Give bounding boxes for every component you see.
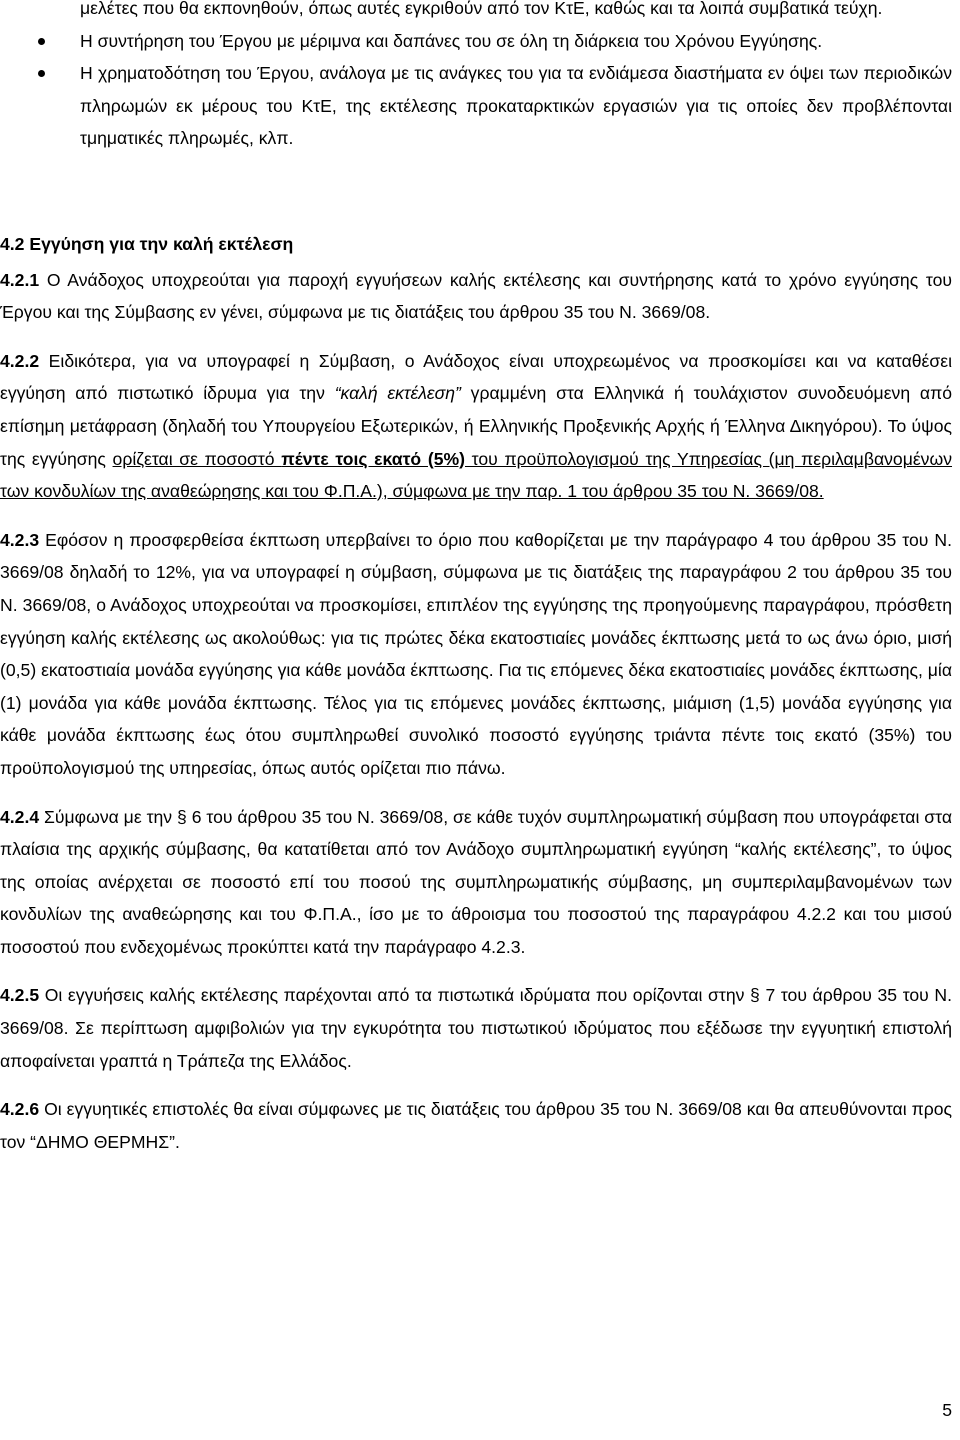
bullet-item-maintenance — [38, 25, 952, 58]
paragraph-4-2-2 — [0, 345, 952, 508]
section-sign: § — [177, 806, 187, 827]
section-heading: 4.2 Εγγύηση για την καλή εκτέλεση — [0, 234, 294, 254]
paragraph-4-2-6 — [0, 1093, 952, 1158]
paragraph-number: 4.2.1 — [0, 269, 40, 290]
paragraph-number: 4.2.6 — [0, 1099, 40, 1120]
bullet-text: Η συντήρηση του Έργου με μέριμνα και δαπάνες του σε όλη τη διάρκεια του Χρόνου Εγγύησης. — [80, 30, 823, 51]
paragraph-text: Εφόσον η προσφερθείσα έκπτωση υπερβαίνει το όριο που καθορίζεται με την παράγραφο 4 του άρθρου 35 του Ν. 3669/08 δηλαδή το 12%, για να υπογραφεί η σύμβαση, σύμφωνα με τις διατάξεις της παραγράφου 2 του άρθρου 35 του Ν. 3669/08, ο Ανάδοχος υποχρεούται να προσκομίσει, επιπλέον της εγγύησης της προηγούμενης παραγράφου, πρόσθετη εγγύηση καλής εκτέλεσης ως ακολούθως: για τις πρώτες δέκα εκατοστιαίες μονάδες έκπτωσης μετά το ως άνω όριο, μισή (0,5) εκατοστιαία μονάδα εγγύησης για κάθε μονάδα έκπτωσης. Για τις επόμενες δέκα εκατοστιαίες μονάδες έκπτωσης, μία (1) μονάδα για κάθε μονάδα έκπτωσης. Τέλος για τις επόμενες μονάδες έκπτωσης, μιάμιση (1,5) μονάδα εγγύησης για κάθε μονάδα έκπτωσης έως ότου συμπληρωθεί συνολικό ποσοστό εγγύησης τριάντα πέντε τοις εκατό (35%) του προϋπολογισμού της υπηρεσίας, όπως αυτός ορίζεται πιο πάνω. — [0, 529, 952, 778]
underlined-text: του προϋπολογισμού της Υπηρεσίας (μη περιλαμβανομένων των κονδυλίων της αναθεώρησης και του Φ.Π.Α.), σύμφωνα με την παρ. 1 του άρθρου 35 του Ν. 3669/08. — [0, 448, 953, 502]
bullet-dot-icon — [38, 70, 45, 77]
bullet-text: μελέτες που θα εκπονηθούν, όπως αυτές εγκριθούν από τον ΚτΕ, καθώς και τα λοιπά συμβατικά τεύχη. — [80, 0, 883, 18]
paragraph-number: 4.2.2 — [0, 350, 40, 371]
paragraph-4-2-4 — [0, 801, 952, 964]
section-4-2 — [0, 228, 952, 1174]
paragraph-4-2-1 — [0, 264, 952, 329]
bullet-item-continuation — [38, 0, 952, 25]
paragraph-text: Οι εγγυητικές επιστολές θα είναι σύμφωνες με τις διατάξεις του άρθρου 35 του Ν. 3669/08 και θα απευθύνονται προς τον “ΔΗΜΟ ΘΕΡΜΗΣ”. — [0, 1099, 952, 1152]
paragraph-text: 7 του άρθρου 35 του Ν. 3669/08. Σε περίπτωση αμφιβολιών για την εγκυρότητα του πιστωτικού ιδρύματος που εξέδωσε την εγγυητική επιστολή αποφαίνεται γραπτά η Τράπεζα της Ελλάδος. — [0, 985, 952, 1071]
page-number: 5 — [942, 1400, 952, 1420]
bullet-text: Η χρηματοδότηση του Έργου, ανάλογα με τις ανάγκες του για τα ενδιάμεσα διαστήματα εν όψει των περιοδικών πληρωμών εκ μέρους του ΚτΕ, της εκτέλεσης προκαταρκτικών εργασιών για τις οποίες δεν προβλέπονται τμηματικές πληρωμές, κλπ. — [80, 63, 952, 149]
paragraph-number: 4.2.3 — [0, 529, 40, 550]
paragraph-4-2-5 — [0, 979, 952, 1077]
section-sign: § — [750, 985, 760, 1006]
underlined-bold-text: πέντε τοις εκατό (5%) — [281, 448, 465, 469]
emphasis-text: “καλή εκτέλεση” — [334, 383, 461, 404]
paragraph-number: 4.2.4 — [0, 806, 40, 827]
paragraph-text: Ο Ανάδοχος υποχρεούται για παροχή εγγυήσεων καλής εκτέλεσης και συντήρησης κατά το χρόνο εγγύησης του Έργου και της Σύμβασης εν γένει, σύμφωνα με τις διατάξεις του άρθρου 35 του Ν. 3669/08. — [0, 269, 952, 323]
paragraph-text: Οι εγγυήσεις καλής εκτέλεσης παρέχονται από τα πιστωτικά ιδρύματα που ορίζονται στην — [39, 985, 751, 1006]
paragraph-text: γραμμένη στα Ελληνικά ή τουλάχιστον συνοδευόμενη από επίσημη μετάφραση (δηλαδή του Υπουργείου Εξωτερικών, ή Ελληνικής Προξενικής Αρχής ή Έλληνα Δικηγόρου). Το ύψος της εγγύησης — [0, 383, 952, 469]
paragraph-text: Ειδικότερα, για να υπογραφεί η Σύμβαση, ο Ανάδοχος είναι υποχρεωμένος να προσκομίσει και να καταθέσει εγγύηση από πιστωτικό ίδρυμα για την — [0, 350, 952, 404]
paragraph-number: 4.2.5 — [0, 985, 40, 1006]
bullet-item-financing — [38, 57, 952, 155]
paragraph-4-2-3 — [0, 524, 952, 785]
bullet-list — [38, 0, 952, 155]
underlined-text: ορίζεται σε ποσοστό — [112, 448, 282, 469]
bullet-dot-icon — [38, 38, 45, 45]
paragraph-text: 6 του άρθρου 35 του Ν. 3669/08, σε κάθε τυχόν συμπληρωματική σύμβαση που υπογράφεται στα πλαίσια της αρχικής σύμβασης, θα κατατίθεται από τον Ανάδοχο συμπληρωματική εγγύηση “καλής εκτέλεσης”, το ύψος της οποίας ανέρχεται σε ποσοστό επί του ποσού της συμπληρωματικής σύμβασης, μη συμπεριλαμβανομένων των κονδυλίων της αναθεώρησης και του Φ.Π.Α., ίσο με το άθροισμα του ποσοστού της παραγράφου 4.2.2 και του μισού ποσοστού που ενδεχομένως προκύπτει κατά την παράγραφο 4.2.3. — [0, 806, 953, 957]
paragraph-text: Σύμφωνα με την — [39, 806, 177, 827]
